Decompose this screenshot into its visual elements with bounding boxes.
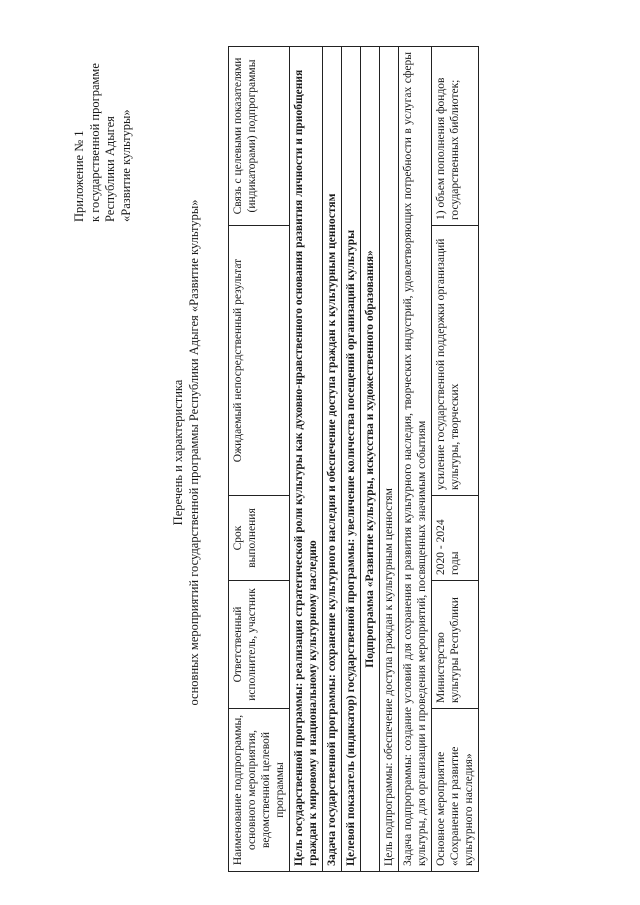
row-executor-cell: Министерство культуры Республики	[432, 581, 479, 709]
subprogram-title: Подпрограмма «Развитие культуры, искусства и художественного образования»	[361, 47, 380, 872]
subprogram-goal: Цель подпрограммы: обеспечение доступа граждан к культурным ценностям	[380, 47, 399, 872]
appendix-note	[72, 32, 134, 222]
table-row	[432, 47, 479, 872]
table-header-row	[229, 47, 290, 872]
table-row	[342, 47, 361, 872]
title-line: основных мероприятий государственной программы Республики Адыгея «Развитие культуры»	[187, 199, 201, 706]
header-cell: Связь с целевыми показателями (индикаторами) подпрограммы	[229, 47, 290, 226]
appendix-line: «Развитие культуры»	[118, 109, 133, 222]
header-cell: Наименование подпрограммы, основного мероприятия, ведомственной целевой программы	[229, 709, 290, 872]
table-row	[361, 47, 380, 872]
appendix-line: Приложение № 1	[72, 130, 86, 222]
header-cell: Срок выполнения	[229, 496, 290, 581]
title-line: Перечень и характеристика	[171, 379, 185, 526]
table-row	[290, 47, 323, 872]
program-goal: Цель государственной программы: реализация стратегической роли культуры как духовно-нравственного основания развития личности и приобщения граждан к мировому и национальному культурному наследию	[290, 47, 323, 872]
row-term-cell: 2020 - 2024 годы	[432, 496, 479, 581]
document-title	[170, 60, 202, 845]
header-cell: Ответственный исполнитель, участник	[229, 581, 290, 709]
program-task: Задача государственной программы: сохранение культурного наследия и обеспечение доступа граждан к культурным ценностям	[323, 47, 342, 872]
program-indicator: Целевой показатель (индикатор) государственной программы: увеличение количества посещений организаций культуры	[342, 47, 361, 872]
table-row	[399, 47, 432, 872]
table-row	[323, 47, 342, 872]
header-cell: Ожидаемый непосредственный результат	[229, 226, 290, 496]
measures-table	[228, 46, 479, 872]
subprogram-task: Задача подпрограммы: создание условий для сохранения и развития культурного наследия, творческих индустрий, удовлетворяющих потребности в услугах сферы культуры, для организации и проведения мероприятий, посвященных значимым событиям	[399, 47, 432, 872]
row-link-cell: 1) объем пополнения фондов государственных библиотек;	[432, 47, 479, 226]
row-name-cell: Основное мероприятие «Сохранение и развитие культурного наследия»	[432, 709, 479, 872]
table-row	[380, 47, 399, 872]
appendix-line: Республики Адыгея	[103, 116, 117, 222]
row-result-cell: усиление государственной поддержки организаций культуры, творческих	[432, 226, 479, 496]
appendix-line: к государственной программе	[87, 63, 102, 222]
